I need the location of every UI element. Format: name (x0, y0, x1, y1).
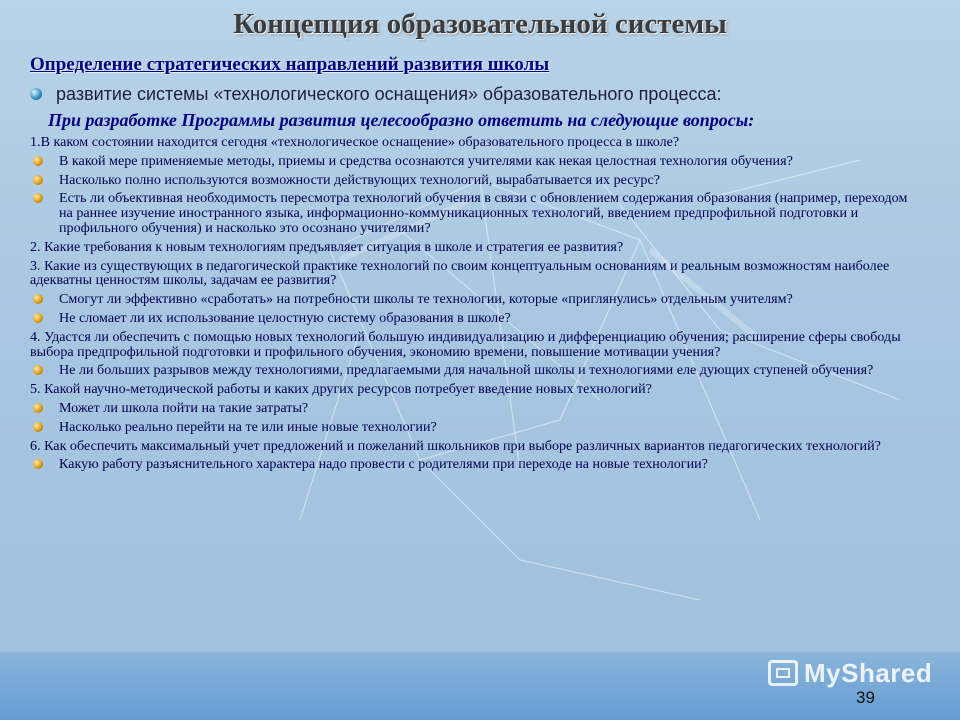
bullet-item (33, 173, 910, 188)
bullet-item (33, 457, 910, 472)
bullet-text: Какую работу разъяснительного характера надо провести с родителями при переходе на новые технологии? (59, 456, 708, 473)
bullet-item (33, 420, 910, 435)
question-item: 3. Какие из существующих в педагогической практике технологий по своим концептуальным основаниям и реальным возможностям наиболее адекватны ценностям школы, задачам ее развития? (30, 257, 890, 289)
bullet-item (33, 311, 910, 326)
bullet-text: Есть ли объективная необходимость пересмотра технологий обучения в связи с обновлением содержания образования (например, переходом на раннее изучение иностранного языка, информационно-коммуникационных технологий, введением предпрофильной подготовки и профильного обучения) и насколько это осознано учителями? (59, 190, 908, 236)
presentation-screen-icon (768, 660, 798, 686)
bullet-item (33, 191, 910, 235)
bullet-icon (33, 365, 43, 375)
bullet-text: Смогут ли эффективно «сработать» на потребности школы те технологии, которые «приглянулись» отдельным учителям? (59, 291, 793, 308)
question-item: 6. Как обеспечить максимальный учет предложений и пожеланий школьников при выборе различных вариантов педагогических технологий? (30, 437, 881, 454)
bullet-item (33, 363, 910, 378)
slide-subtitle: Определение стратегических направлений развития школы (30, 54, 550, 75)
bullet-text: В какой мере применяемые методы, приемы и средства осознаются учителями как некая целостная технология обучения? (59, 152, 793, 169)
bullet-icon (33, 175, 43, 185)
bullet-item (33, 292, 910, 307)
bullet-text: Не сломает ли их использование целостную систему образования в школе? (59, 309, 511, 326)
bullet-text: Насколько полно используются возможности действующих технологий, вырабатывается их ресурс? (59, 171, 660, 188)
bullet-item (33, 401, 910, 416)
question-list (30, 135, 910, 476)
bullet-icon (33, 294, 43, 304)
bullet-text: Может ли школа пойти на такие затраты? (59, 399, 309, 416)
slide-title: Концепция образовательной системы (233, 8, 727, 40)
watermark-text: MyShared (804, 657, 933, 688)
bullet-icon (33, 313, 43, 323)
bullet-text: Не ли больших разрывов между технологиями, предлагаемыми для начальной школы и технологиями еле дующих ступеней обучения? (59, 362, 874, 379)
page-number: 39 (856, 688, 875, 707)
watermark-logo (768, 658, 932, 688)
bullet-icon (33, 422, 43, 432)
question-item: 5. Какой научно-методической работы и каких других ресурсов потребует введение новых технологий? (30, 381, 652, 398)
question-item: 4. Удастся ли обеспечить с помощью новых технологий большую индивидуализацию и дифференциацию обучения; расширение сферы свободы выбора предпрофильной подготовки и профильного обучения, экономию времени, повышение мотивации учения? (30, 328, 901, 360)
question-item: 2. Какие требования к новым технологиям предъявляет ситуация в школе и стратегия ее развития? (30, 238, 624, 255)
bullet-item (33, 154, 910, 169)
bullet-icon (33, 156, 43, 166)
main-bullet (30, 84, 930, 105)
main-bullet-text: развитие системы «технологического оснащения» образовательного процесса: (56, 84, 722, 104)
bullet-icon (30, 88, 42, 100)
bullet-icon (33, 403, 43, 413)
bullet-icon (33, 193, 43, 203)
question-item: 1.В каком состоянии находится сегодня «технологическое оснащение» образовательного процесса в школе? (30, 134, 680, 150)
bullet-icon (33, 459, 43, 469)
intro-text: При разработке Программы развития целесообразно ответить на следующие вопросы: (48, 110, 755, 130)
bullet-text: Насколько реально перейти на те или иные новые технологии? (59, 418, 437, 435)
